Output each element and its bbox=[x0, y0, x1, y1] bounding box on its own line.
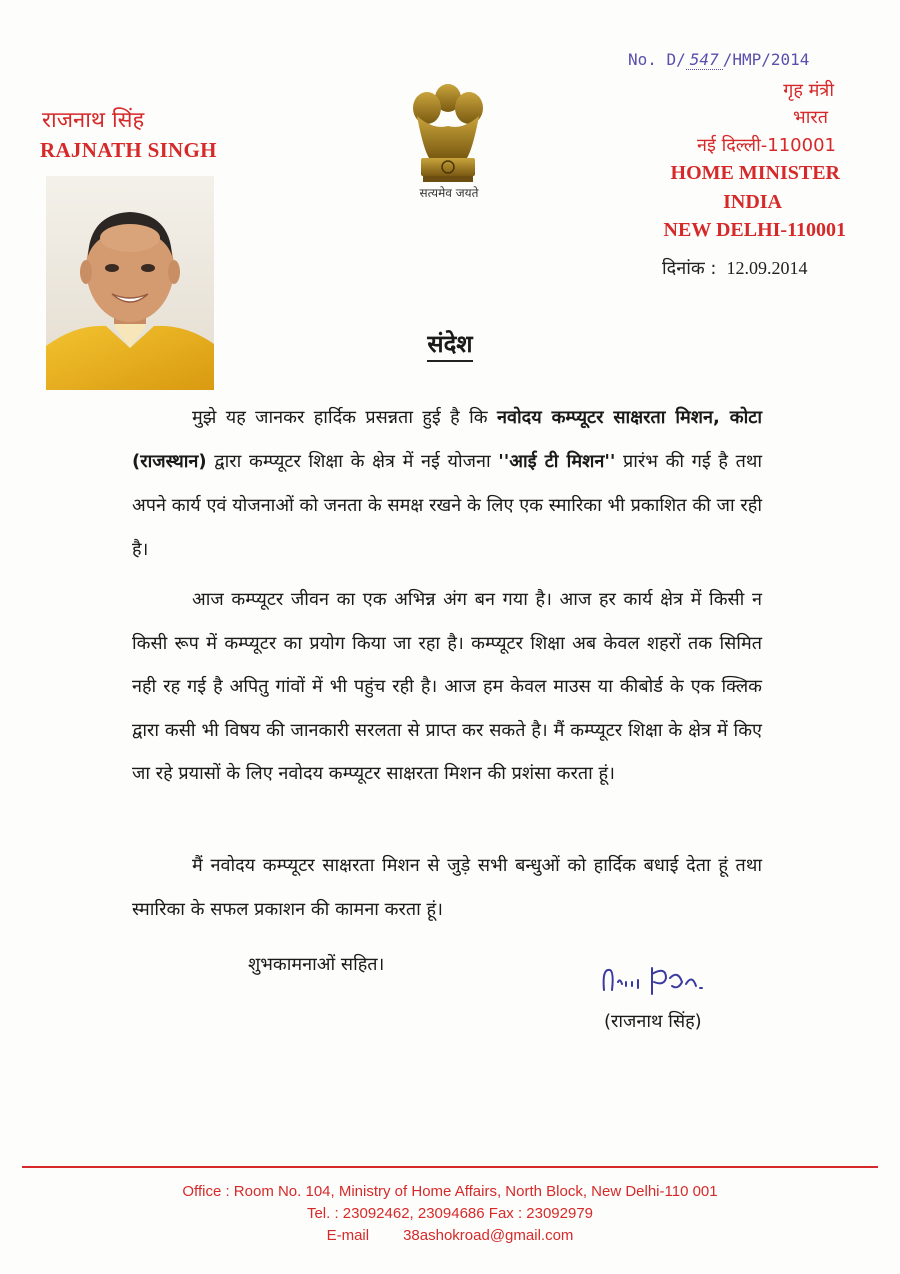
country-hindi: भारत bbox=[793, 107, 828, 128]
date-value: 12.09.2014 bbox=[726, 258, 808, 278]
reference-suffix: /HMP/2014 bbox=[722, 50, 810, 69]
signatory-name: (राजनाथ सिंह) bbox=[604, 1011, 702, 1032]
letter-heading bbox=[0, 327, 900, 360]
title-hindi: गृह मंत्री bbox=[783, 80, 834, 101]
p1-org-name: नवोदय कम्प्यूटर साक्षरता मिशन, कोटा (राजस्थान) bbox=[132, 407, 762, 472]
reference-handwritten-number: 547 bbox=[686, 50, 723, 70]
p1-text-a: मुझे यह जानकर हार्दिक प्रसन्नता हुई है कि bbox=[192, 407, 497, 428]
paragraph-1 bbox=[132, 396, 762, 572]
city-hindi: नई दिल्ली-110001 bbox=[697, 135, 836, 156]
p1-text-c: द्वारा कम्प्यूटर शिक्षा के क्षेत्र में नई योजना bbox=[206, 451, 499, 472]
country-english: INDIA bbox=[723, 191, 782, 213]
footer-email bbox=[0, 1227, 900, 1244]
handwritten-signature bbox=[600, 960, 730, 1004]
letterhead-name-hindi: राजनाथ सिंह bbox=[42, 108, 145, 133]
date-label: दिनांक : bbox=[662, 258, 717, 279]
footer-office-address: Office : Room No. 104, Ministry of Home Affairs, North Block, New Delhi-110 001 bbox=[182, 1183, 718, 1200]
footer-divider bbox=[22, 1166, 878, 1168]
reference-number bbox=[628, 50, 809, 70]
heading-text: संदेश bbox=[427, 330, 472, 362]
paragraph-2: आज कम्प्यूटर जीवन का एक अभिन्न अंग बन गया है। आज हर कार्य क्षेत्र में किसी न किसी रूप में कम्प्यूटर का प्रयोग किया जा रहा है। कम्प्यूटर शिक्षा अब केवल शहरों तक सिमित नही रह गई है अपितु गांवों में भी पहुंच रही है। आज हम केवल माउस या कीबोर्ड के एक क्लिक द्वारा कसी भी विषय की जानकारी सरलता से प्राप्त कर सकते है। मैं कम्प्यूटर शिक्षा के क्षेत्र में किए जा रहे प्रयासों के लिए नवोदय कम्प्यूटर साक्षरता मिशन की प्रशंसा करता हूं। bbox=[132, 589, 762, 784]
email-address[interactable]: 38ashokroad@gmail.com bbox=[403, 1227, 574, 1244]
p1-text-e: प्रारंभ की गई है तथा अपने कार्य एवं योजनाओं को जनता के समक्ष रखने के लिए एक स्मारिका भी प्रकाशित की जा रही है। bbox=[132, 451, 762, 560]
closing-line: शुभकामनाओं सहित। bbox=[248, 954, 385, 975]
footer-phone-fax: Tel. : 23092462, 23094686 Fax : 23092979 bbox=[306, 1205, 594, 1222]
title-english: HOME MINISTER bbox=[670, 162, 840, 184]
letter-date bbox=[662, 256, 807, 280]
paragraph-3: मैं नवोदय कम्प्यूटर साक्षरता मिशन से जुड़े सभी बन्धुओं को हार्दिक बधाई देता हूं तथा स्मारिका के सफल प्रकाशन की कामना करता हूं। bbox=[132, 855, 762, 920]
emblem-motto: सत्यमेव जयते bbox=[419, 186, 479, 200]
city-english: NEW DELHI-110001 bbox=[663, 219, 846, 241]
reference-prefix: No. D/ bbox=[628, 50, 686, 69]
email-label: E-mail bbox=[326, 1227, 370, 1244]
p1-scheme-name: ''आई टी मिशन'' bbox=[498, 451, 616, 472]
letterhead-name-english: RAJNATH SINGH bbox=[40, 138, 217, 162]
